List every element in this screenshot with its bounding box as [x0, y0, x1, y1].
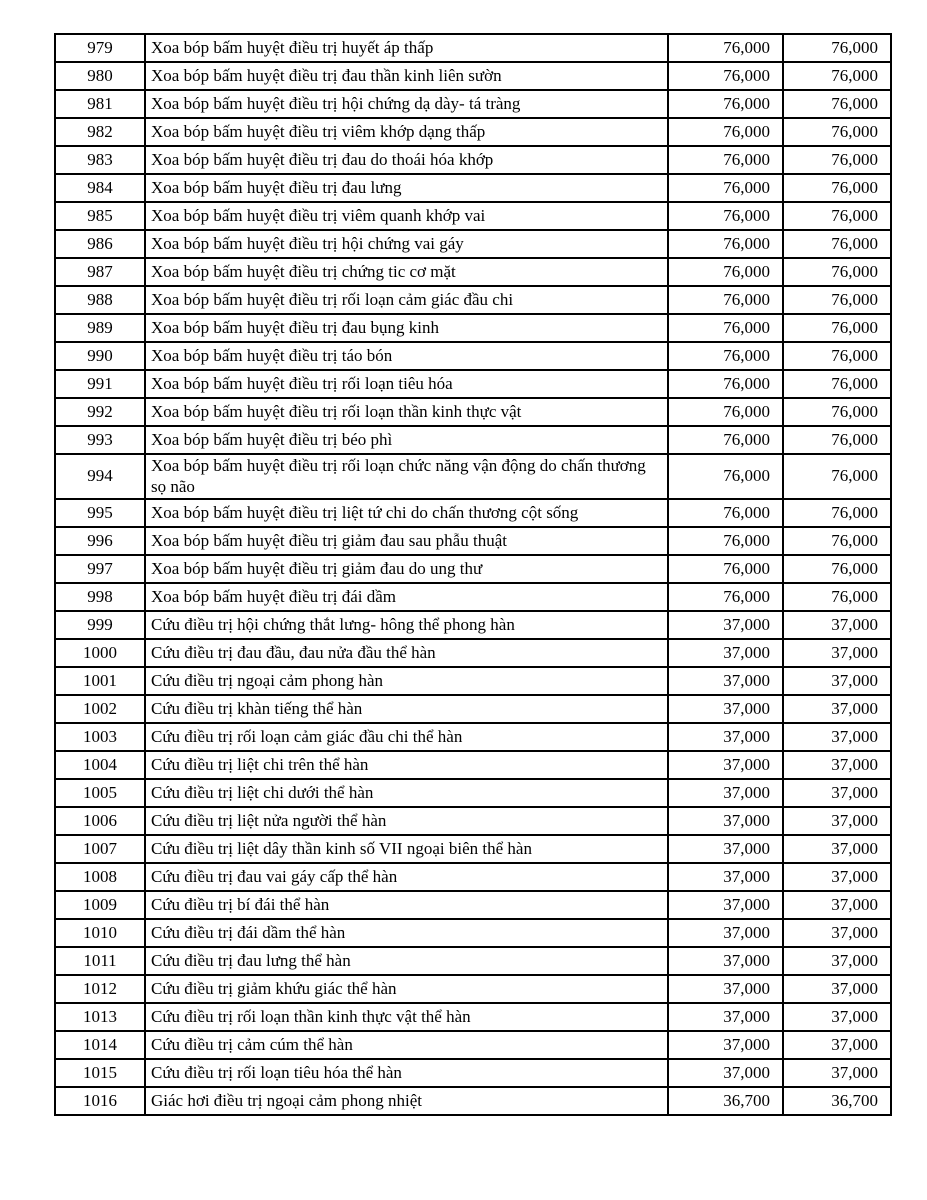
service-price-insurance-cell: 37,000 [783, 779, 891, 807]
service-price-insurance-cell: 76,000 [783, 286, 891, 314]
service-name-cell: Xoa bóp bấm huyệt điều trị viêm khớp dạng thấp [145, 118, 668, 146]
service-price-cell: 76,000 [668, 555, 783, 583]
service-price-cell: 76,000 [668, 454, 783, 499]
service-number-cell: 1010 [55, 919, 145, 947]
service-price-insurance-cell: 37,000 [783, 975, 891, 1003]
service-number-cell: 1012 [55, 975, 145, 1003]
service-price-cell: 76,000 [668, 202, 783, 230]
service-price-cell: 76,000 [668, 62, 783, 90]
service-name-cell: Cứu điều trị đau đầu, đau nửa đầu thể hàn [145, 639, 668, 667]
service-number-cell: 1002 [55, 695, 145, 723]
service-number-cell: 1015 [55, 1059, 145, 1087]
service-number-cell: 999 [55, 611, 145, 639]
service-number-cell: 1009 [55, 891, 145, 919]
service-number-cell: 996 [55, 527, 145, 555]
service-price-cell: 76,000 [668, 398, 783, 426]
service-price-cell: 37,000 [668, 1031, 783, 1059]
service-name-cell: Xoa bóp bấm huyệt điều trị đau do thoái hóa khớp [145, 146, 668, 174]
service-number-cell: 984 [55, 174, 145, 202]
service-number-cell: 997 [55, 555, 145, 583]
service-price-cell: 37,000 [668, 1003, 783, 1031]
service-name-cell: Cứu điều trị hội chứng thắt lưng- hông thể phong hàn [145, 611, 668, 639]
table-row [55, 555, 891, 583]
table-row [55, 1003, 891, 1031]
service-price-cell: 76,000 [668, 583, 783, 611]
service-price-insurance-cell: 76,000 [783, 62, 891, 90]
service-number-cell: 980 [55, 62, 145, 90]
service-price-insurance-cell: 76,000 [783, 202, 891, 230]
service-price-insurance-cell: 37,000 [783, 807, 891, 835]
service-price-insurance-cell: 76,000 [783, 370, 891, 398]
service-name-cell: Giác hơi điều trị ngoại cảm phong nhiệt [145, 1087, 668, 1115]
service-number-cell: 1016 [55, 1087, 145, 1115]
table-row [55, 370, 891, 398]
service-number-cell: 1001 [55, 667, 145, 695]
service-price-cell: 37,000 [668, 611, 783, 639]
table-row [55, 286, 891, 314]
service-number-cell: 993 [55, 426, 145, 454]
service-price-cell: 76,000 [668, 174, 783, 202]
service-name-cell: Xoa bóp bấm huyệt điều trị rối loạn cảm giác đầu chi [145, 286, 668, 314]
service-price-insurance-cell: 37,000 [783, 667, 891, 695]
service-price-insurance-cell: 37,000 [783, 835, 891, 863]
service-price-insurance-cell: 37,000 [783, 695, 891, 723]
service-price-cell: 76,000 [668, 286, 783, 314]
service-name-cell: Xoa bóp bấm huyệt điều trị đau bụng kinh [145, 314, 668, 342]
service-price-cell: 76,000 [668, 146, 783, 174]
service-name-cell: Cứu điều trị liệt chi dưới thể hàn [145, 779, 668, 807]
table-row [55, 611, 891, 639]
service-name-cell: Cứu điều trị ngoại cảm phong hàn [145, 667, 668, 695]
service-price-insurance-cell: 76,000 [783, 34, 891, 62]
service-number-cell: 994 [55, 454, 145, 499]
service-price-insurance-cell: 37,000 [783, 723, 891, 751]
service-name-cell: Cứu điều trị rối loạn thần kinh thực vật thể hàn [145, 1003, 668, 1031]
service-price-insurance-cell: 37,000 [783, 919, 891, 947]
service-name-cell: Cứu điều trị liệt nửa người thể hàn [145, 807, 668, 835]
service-name-cell: Cứu điều trị cảm cúm thể hàn [145, 1031, 668, 1059]
table-row [55, 1031, 891, 1059]
service-name-cell: Xoa bóp bấm huyệt điều trị viêm quanh khớp vai [145, 202, 668, 230]
table-row [55, 751, 891, 779]
service-number-cell: 1003 [55, 723, 145, 751]
table-row [55, 314, 891, 342]
service-price-cell: 37,000 [668, 975, 783, 1003]
table-row [55, 863, 891, 891]
service-name-cell: Cứu điều trị giảm khứu giác thể hàn [145, 975, 668, 1003]
service-name-cell: Xoa bóp bấm huyệt điều trị rối loạn chức năng vận động do chấn thương sọ não [145, 454, 668, 499]
service-price-insurance-cell: 37,000 [783, 891, 891, 919]
service-number-cell: 1004 [55, 751, 145, 779]
service-name-cell: Cứu điều trị đái dầm thể hàn [145, 919, 668, 947]
table-row [55, 835, 891, 863]
service-name-cell: Xoa bóp bấm huyệt điều trị huyết áp thấp [145, 34, 668, 62]
table-row [55, 174, 891, 202]
table-row [55, 90, 891, 118]
service-price-cell: 76,000 [668, 527, 783, 555]
service-price-cell: 37,000 [668, 919, 783, 947]
service-price-cell: 76,000 [668, 90, 783, 118]
service-number-cell: 1014 [55, 1031, 145, 1059]
service-price-cell: 76,000 [668, 499, 783, 527]
service-price-insurance-cell: 76,000 [783, 398, 891, 426]
service-price-cell: 37,000 [668, 779, 783, 807]
service-price-cell: 76,000 [668, 314, 783, 342]
service-price-cell: 37,000 [668, 723, 783, 751]
service-price-insurance-cell: 76,000 [783, 146, 891, 174]
table-row [55, 1059, 891, 1087]
service-price-cell: 76,000 [668, 258, 783, 286]
service-price-insurance-cell: 37,000 [783, 1031, 891, 1059]
service-price-cell: 37,000 [668, 1059, 783, 1087]
service-price-cell: 37,000 [668, 863, 783, 891]
service-number-cell: 986 [55, 230, 145, 258]
service-price-insurance-cell: 37,000 [783, 639, 891, 667]
service-price-cell: 37,000 [668, 695, 783, 723]
table-row [55, 118, 891, 146]
service-price-insurance-cell: 76,000 [783, 583, 891, 611]
table-row [55, 695, 891, 723]
service-number-cell: 988 [55, 286, 145, 314]
service-name-cell: Xoa bóp bấm huyệt điều trị béo phì [145, 426, 668, 454]
service-price-insurance-cell: 36,700 [783, 1087, 891, 1115]
service-name-cell: Xoa bóp bấm huyệt điều trị giảm đau sau phẫu thuật [145, 527, 668, 555]
service-price-insurance-cell: 76,000 [783, 454, 891, 499]
service-number-cell: 995 [55, 499, 145, 527]
service-price-insurance-cell: 37,000 [783, 611, 891, 639]
table-row [55, 527, 891, 555]
service-number-cell: 1000 [55, 639, 145, 667]
service-price-insurance-cell: 76,000 [783, 314, 891, 342]
service-name-cell: Xoa bóp bấm huyệt điều trị đau lưng [145, 174, 668, 202]
service-number-cell: 992 [55, 398, 145, 426]
service-number-cell: 983 [55, 146, 145, 174]
service-price-cell: 76,000 [668, 370, 783, 398]
table-row [55, 454, 891, 499]
service-number-cell: 1006 [55, 807, 145, 835]
service-price-cell: 76,000 [668, 118, 783, 146]
table-row [55, 667, 891, 695]
service-price-table [54, 33, 892, 1116]
table-row [55, 947, 891, 975]
service-name-cell: Xoa bóp bấm huyệt điều trị táo bón [145, 342, 668, 370]
service-number-cell: 1008 [55, 863, 145, 891]
service-price-cell: 76,000 [668, 230, 783, 258]
table-row [55, 919, 891, 947]
service-price-insurance-cell: 76,000 [783, 230, 891, 258]
service-price-cell: 76,000 [668, 426, 783, 454]
service-name-cell: Xoa bóp bấm huyệt điều trị chứng tic cơ mặt [145, 258, 668, 286]
service-price-cell: 36,700 [668, 1087, 783, 1115]
table-row [55, 146, 891, 174]
service-price-insurance-cell: 76,000 [783, 342, 891, 370]
service-name-cell: Cứu điều trị rối loạn cảm giác đầu chi thể hàn [145, 723, 668, 751]
service-price-insurance-cell: 37,000 [783, 863, 891, 891]
service-name-cell: Xoa bóp bấm huyệt điều trị giảm đau do ung thư [145, 555, 668, 583]
table-row [55, 342, 891, 370]
table-row [55, 723, 891, 751]
table-row [55, 398, 891, 426]
table-row [55, 499, 891, 527]
service-price-insurance-cell: 76,000 [783, 499, 891, 527]
service-name-cell: Cứu điều trị đau lưng thể hàn [145, 947, 668, 975]
service-name-cell: Xoa bóp bấm huyệt điều trị liệt tứ chi do chấn thương cột sống [145, 499, 668, 527]
service-price-cell: 37,000 [668, 807, 783, 835]
table-row [55, 779, 891, 807]
table-row [55, 975, 891, 1003]
service-name-cell: Cứu điều trị bí đái thể hàn [145, 891, 668, 919]
table-row [55, 258, 891, 286]
service-name-cell: Xoa bóp bấm huyệt điều trị đái dầm [145, 583, 668, 611]
table-row [55, 807, 891, 835]
table-row [55, 583, 891, 611]
service-number-cell: 979 [55, 34, 145, 62]
service-price-cell: 37,000 [668, 835, 783, 863]
table-row [55, 34, 891, 62]
service-price-cell: 76,000 [668, 342, 783, 370]
service-number-cell: 1011 [55, 947, 145, 975]
service-number-cell: 991 [55, 370, 145, 398]
service-name-cell: Cứu điều trị liệt chi trên thể hàn [145, 751, 668, 779]
table-row [55, 1087, 891, 1115]
service-name-cell: Xoa bóp bấm huyệt điều trị hội chứng vai gáy [145, 230, 668, 258]
service-number-cell: 985 [55, 202, 145, 230]
service-price-cell: 37,000 [668, 891, 783, 919]
service-price-cell: 37,000 [668, 639, 783, 667]
service-name-cell: Xoa bóp bấm huyệt điều trị rối loạn tiêu hóa [145, 370, 668, 398]
service-price-insurance-cell: 37,000 [783, 947, 891, 975]
table-row [55, 62, 891, 90]
service-price-insurance-cell: 37,000 [783, 1003, 891, 1031]
service-number-cell: 987 [55, 258, 145, 286]
service-price-insurance-cell: 76,000 [783, 118, 891, 146]
service-price-cell: 37,000 [668, 751, 783, 779]
service-number-cell: 982 [55, 118, 145, 146]
table-row [55, 230, 891, 258]
service-name-cell: Xoa bóp bấm huyệt điều trị rối loạn thần kinh thực vật [145, 398, 668, 426]
table-row [55, 426, 891, 454]
service-price-insurance-cell: 76,000 [783, 426, 891, 454]
service-number-cell: 1007 [55, 835, 145, 863]
service-name-cell: Cứu điều trị liệt dây thần kinh số VII ngoại biên thể hàn [145, 835, 668, 863]
service-number-cell: 1013 [55, 1003, 145, 1031]
service-name-cell: Cứu điều trị khàn tiếng thể hàn [145, 695, 668, 723]
service-price-insurance-cell: 76,000 [783, 555, 891, 583]
service-price-insurance-cell: 76,000 [783, 527, 891, 555]
service-price-insurance-cell: 37,000 [783, 1059, 891, 1087]
price-table-body [55, 34, 891, 1115]
service-number-cell: 990 [55, 342, 145, 370]
service-name-cell: Cứu điều trị rối loạn tiêu hóa thể hàn [145, 1059, 668, 1087]
service-name-cell: Xoa bóp bấm huyệt điều trị đau thần kinh liên sườn [145, 62, 668, 90]
table-row [55, 202, 891, 230]
service-price-insurance-cell: 76,000 [783, 174, 891, 202]
service-price-cell: 37,000 [668, 667, 783, 695]
service-price-cell: 37,000 [668, 947, 783, 975]
service-price-insurance-cell: 76,000 [783, 90, 891, 118]
service-number-cell: 989 [55, 314, 145, 342]
service-price-cell: 76,000 [668, 34, 783, 62]
table-row [55, 639, 891, 667]
service-number-cell: 1005 [55, 779, 145, 807]
service-price-insurance-cell: 76,000 [783, 258, 891, 286]
service-number-cell: 981 [55, 90, 145, 118]
service-price-insurance-cell: 37,000 [783, 751, 891, 779]
service-name-cell: Cứu điều trị đau vai gáy cấp thể hàn [145, 863, 668, 891]
service-name-cell: Xoa bóp bấm huyệt điều trị hội chứng dạ dày- tá tràng [145, 90, 668, 118]
service-number-cell: 998 [55, 583, 145, 611]
table-row [55, 891, 891, 919]
